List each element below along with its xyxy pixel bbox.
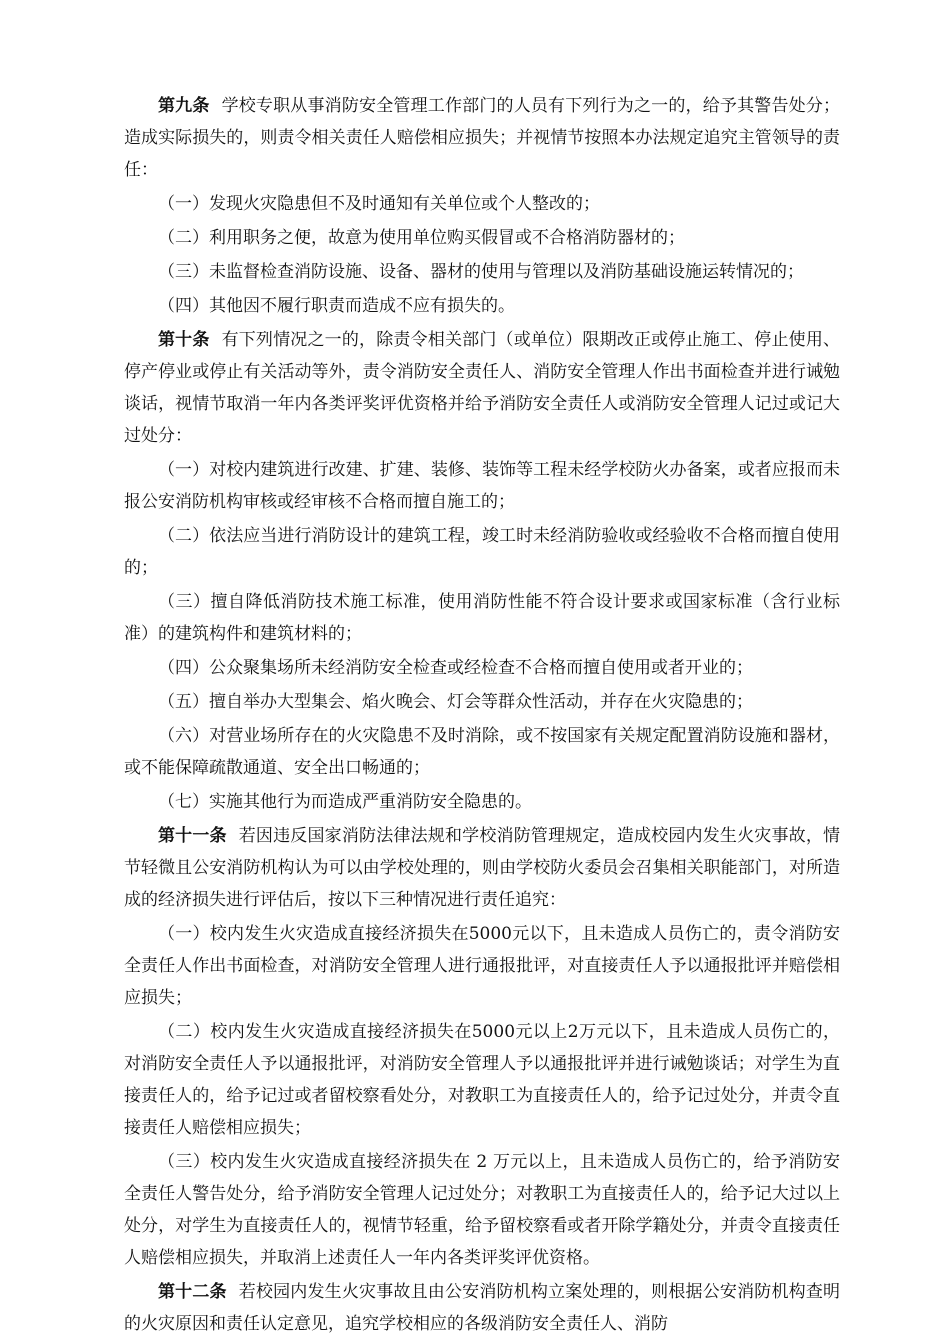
article-10-item-1: （一）对校内建筑进行改建、扩建、装修、装饰等工程未经学校防火办备案，或者应报而未报公安消防机构审核或经审核不合格而擅自施工的； — [124, 460, 840, 512]
article-10-item-5: （五）擅自举办大型集会、焰火晚会、灯会等群众性活动，并存在火灾隐患的； — [158, 692, 753, 712]
article-11-item-2: （二）校内发生火灾造成直接经济损失在5000元以上2万元以下，且未造成人员伤亡的，对消防安全责任人予以通报批评，对消防安全管理人予以通报批评并进行诫勉谈话；对学生为直接责任人的，给予记过或者留校察看处分，对教职工为直接责任人的，给予记过处分，并责令直接责任人赔偿相应损失； — [124, 1022, 840, 1138]
article-9-paragraph — [124, 90, 840, 186]
article-11-item-1: （一）校内发生火灾造成直接经济损失在5000元以下，且未造成人员伤亡的，责令消防安全责任人作出书面检查，对消防安全管理人进行通报批评，对直接责任人予以通报批评并赔偿相应损失； — [124, 924, 840, 1008]
regulation-text — [124, 90, 840, 1340]
article-10-item-7: （七）实施其他行为而造成严重消防安全隐患的。 — [158, 792, 532, 812]
article-10-item-4: （四）公众聚集场所未经消防安全检查或经检查不合格而擅自使用或者开业的； — [158, 658, 753, 678]
article-12-text: 若校园内发生火灾事故且由公安消防机构立案处理的，则根据公安消防机构查明的火灾原因和责任认定意见，追究学校相应的各级消防安全责任人、消防 — [124, 1282, 841, 1334]
article-11-text: 若因违反国家消防法律法规和学校消防管理规定，造成校园内发生火灾事故，情节轻微且公安消防机构认为可以由学校处理的，则由学校防火委员会召集相关职能部门，对所造成的经济损失进行评估后，按以下三种情况进行责任追究： — [124, 826, 841, 910]
article-9-item-1: （一）发现火灾隐患但不及时通知有关单位或个人整改的； — [158, 194, 600, 214]
article-10-item-2: （二）依法应当进行消防设计的建筑工程，竣工时未经消防验收或经验收不合格而擅自使用的； — [124, 526, 840, 578]
article-10-text: 有下列情况之一的，除责令相关部门（或单位）限期改正或停止施工、停止使用、停产停业或停止有关活动等外，责令消防安全责任人、消防安全管理人作出书面检查并进行诫勉谈话，视情节取消一年内各类评奖评优资格并给予消防安全责任人或消防安全管理人记过或记大过处分： — [124, 330, 841, 446]
article-12-paragraph — [124, 1276, 840, 1340]
article-9-item-4: （四）其他因不履行职责而造成不应有损失的。 — [158, 296, 515, 316]
article-12-title: 第十二条 — [158, 1282, 227, 1302]
article-11-paragraph — [124, 820, 840, 916]
article-10-item-6: （六）对营业场所存在的火灾隐患不及时消除，或不按国家有关规定配置消防设施和器材，或不能保障疏散通道、安全出口畅通的； — [124, 726, 840, 778]
article-9-title: 第九条 — [158, 96, 210, 116]
article-9-item-3: （三）未监督检查消防设施、设备、器材的使用与管理以及消防基础设施运转情况的； — [158, 262, 804, 282]
article-10-title: 第十条 — [158, 330, 210, 350]
article-11-item-3: （三）校内发生火灾造成直接经济损失在 2 万元以上，且未造成人员伤亡的，给予消防安全责任人警告处分，给予消防安全管理人记过处分；对教职工为直接责任人的，给予记大过以上处分，对学生为直接责任人的，视情节轻重，给予留校察看或者开除学籍处分，并责令直接责任人赔偿相应损失，并取消上述责任人一年内各类评奖评优资格。 — [124, 1152, 840, 1268]
article-9-item-2: （二）利用职务之便，故意为使用单位购买假冒或不合格消防器材的； — [158, 228, 685, 248]
article-10-paragraph — [124, 324, 840, 452]
article-9-text: 学校专职从事消防安全管理工作部门的人员有下列行为之一的，给予其警告处分；造成实际损失的，则责令相关责任人赔偿相应损失；并视情节按照本办法规定追究主管领导的责任： — [124, 96, 841, 180]
article-11-title: 第十一条 — [158, 826, 227, 846]
article-10-item-3: （三）擅自降低消防技术施工标准，使用消防性能不符合设计要求或国家标准（含行业标准）的建筑构件和建筑材料的； — [124, 592, 840, 644]
